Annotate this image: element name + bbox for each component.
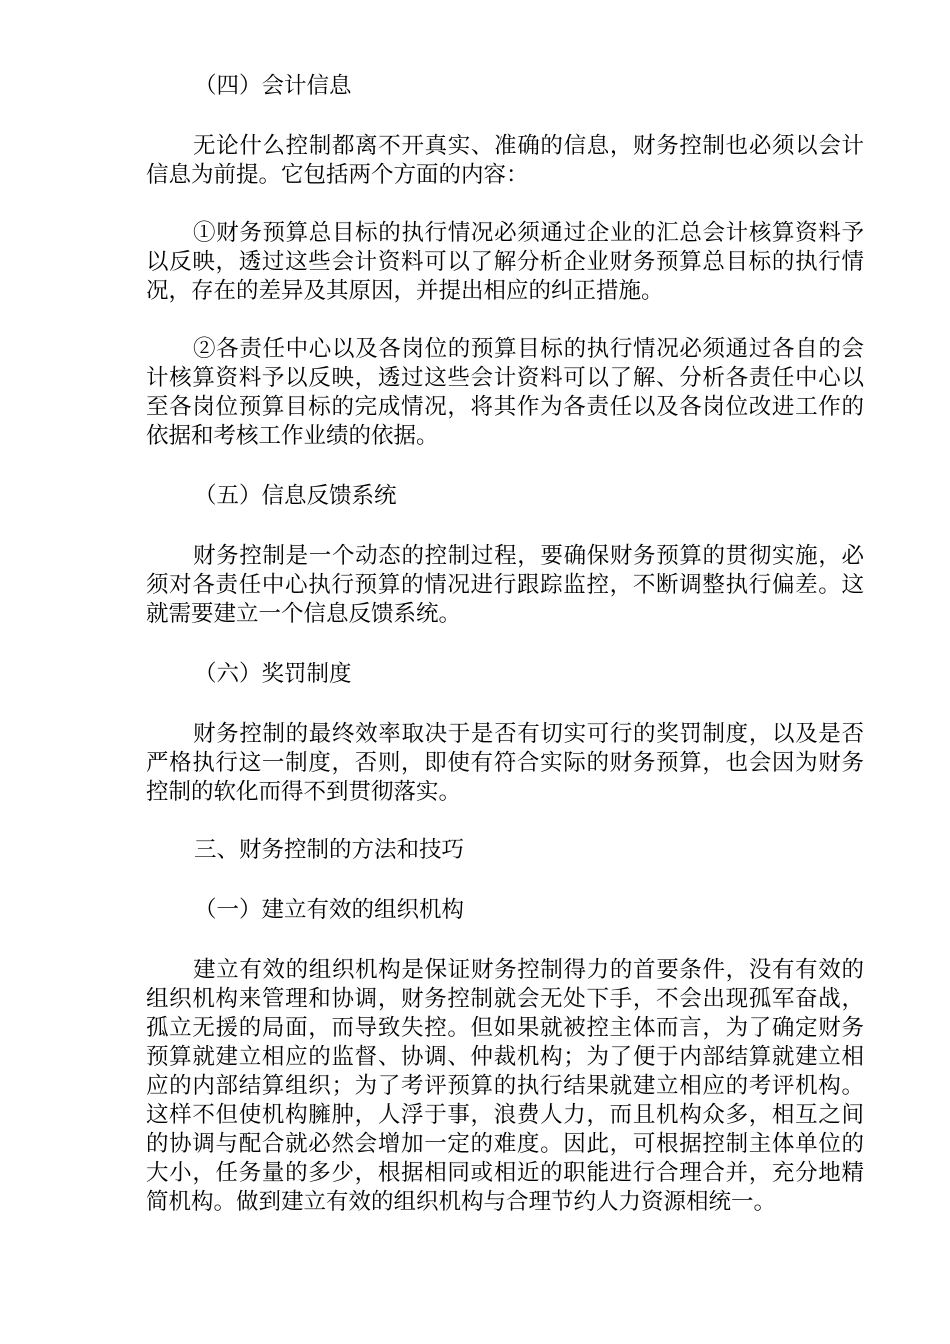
chapter-heading: 三、财务控制的方法和技巧	[194, 837, 465, 863]
document-page	[146, 72, 864, 1217]
paragraph: 无论什么控制都离不开真实、准确的信息，财务控制也必须以会计信息为前提。它包括两个方面的内容：	[146, 133, 864, 188]
paragraph: ①财务预算总目标的执行情况必须通过企业的汇总会计核算资料予以反映，透过这些会计资料可以了解分析企业财务预算总目标的执行情况，存在的差异及其原因，并提出相应的纠正措施。	[146, 220, 864, 304]
section-heading: （五）信息反馈系统	[194, 483, 397, 509]
paragraph: 建立有效的组织机构是保证财务控制得力的首要条件，没有有效的组织机构来管理和协调，财务控制就会无处下手，不会出现孤军奋战，孤立无援的局面，而导致失控。但如果就被控主体而言，为了确定财务预算就建立相应的监督、协调、仲裁机构；为了便于内部结算就建立相应的内部结算组织；为了考评预算的执行结果就建立相应的考评机构。这样不但使机构臃肿，人浮于事，浪费人力，而且机构众多，相互之间的协调与配合就必然会增加一定的难度。因此，可根据控制主体单位的大小，任务量的多少，根据相同或相近的职能进行合理合并，充分地精简机构。做到建立有效的组织机构与合理节约人力资源相统一。	[146, 957, 864, 1215]
section-heading: （六）奖罚制度	[194, 661, 352, 687]
section-heading: （一）建立有效的组织机构	[194, 897, 465, 923]
paragraph: 财务控制是一个动态的控制过程，要确保财务预算的贯彻实施，必须对各责任中心执行预算的情况进行跟踪监控，不断调整执行偏差。这就需要建立一个信息反馈系统。	[146, 543, 864, 627]
section-heading: （四）会计信息	[194, 73, 352, 99]
paragraph: ②各责任中心以及各岗位的预算目标的执行情况必须通过各自的会计核算资料予以反映，透过这些会计资料可以了解、分析各责任中心以至各岗位预算目标的完成情况，将其作为各责任以及各岗位改进工作的依据和考核工作业绩的依据。	[146, 336, 864, 449]
paragraph: 财务控制的最终效率取决于是否有切实可行的奖罚制度，以及是否严格执行这一制度，否则，即使有符合实际的财务预算，也会因为财务控制的软化而得不到贯彻落实。	[146, 721, 864, 805]
